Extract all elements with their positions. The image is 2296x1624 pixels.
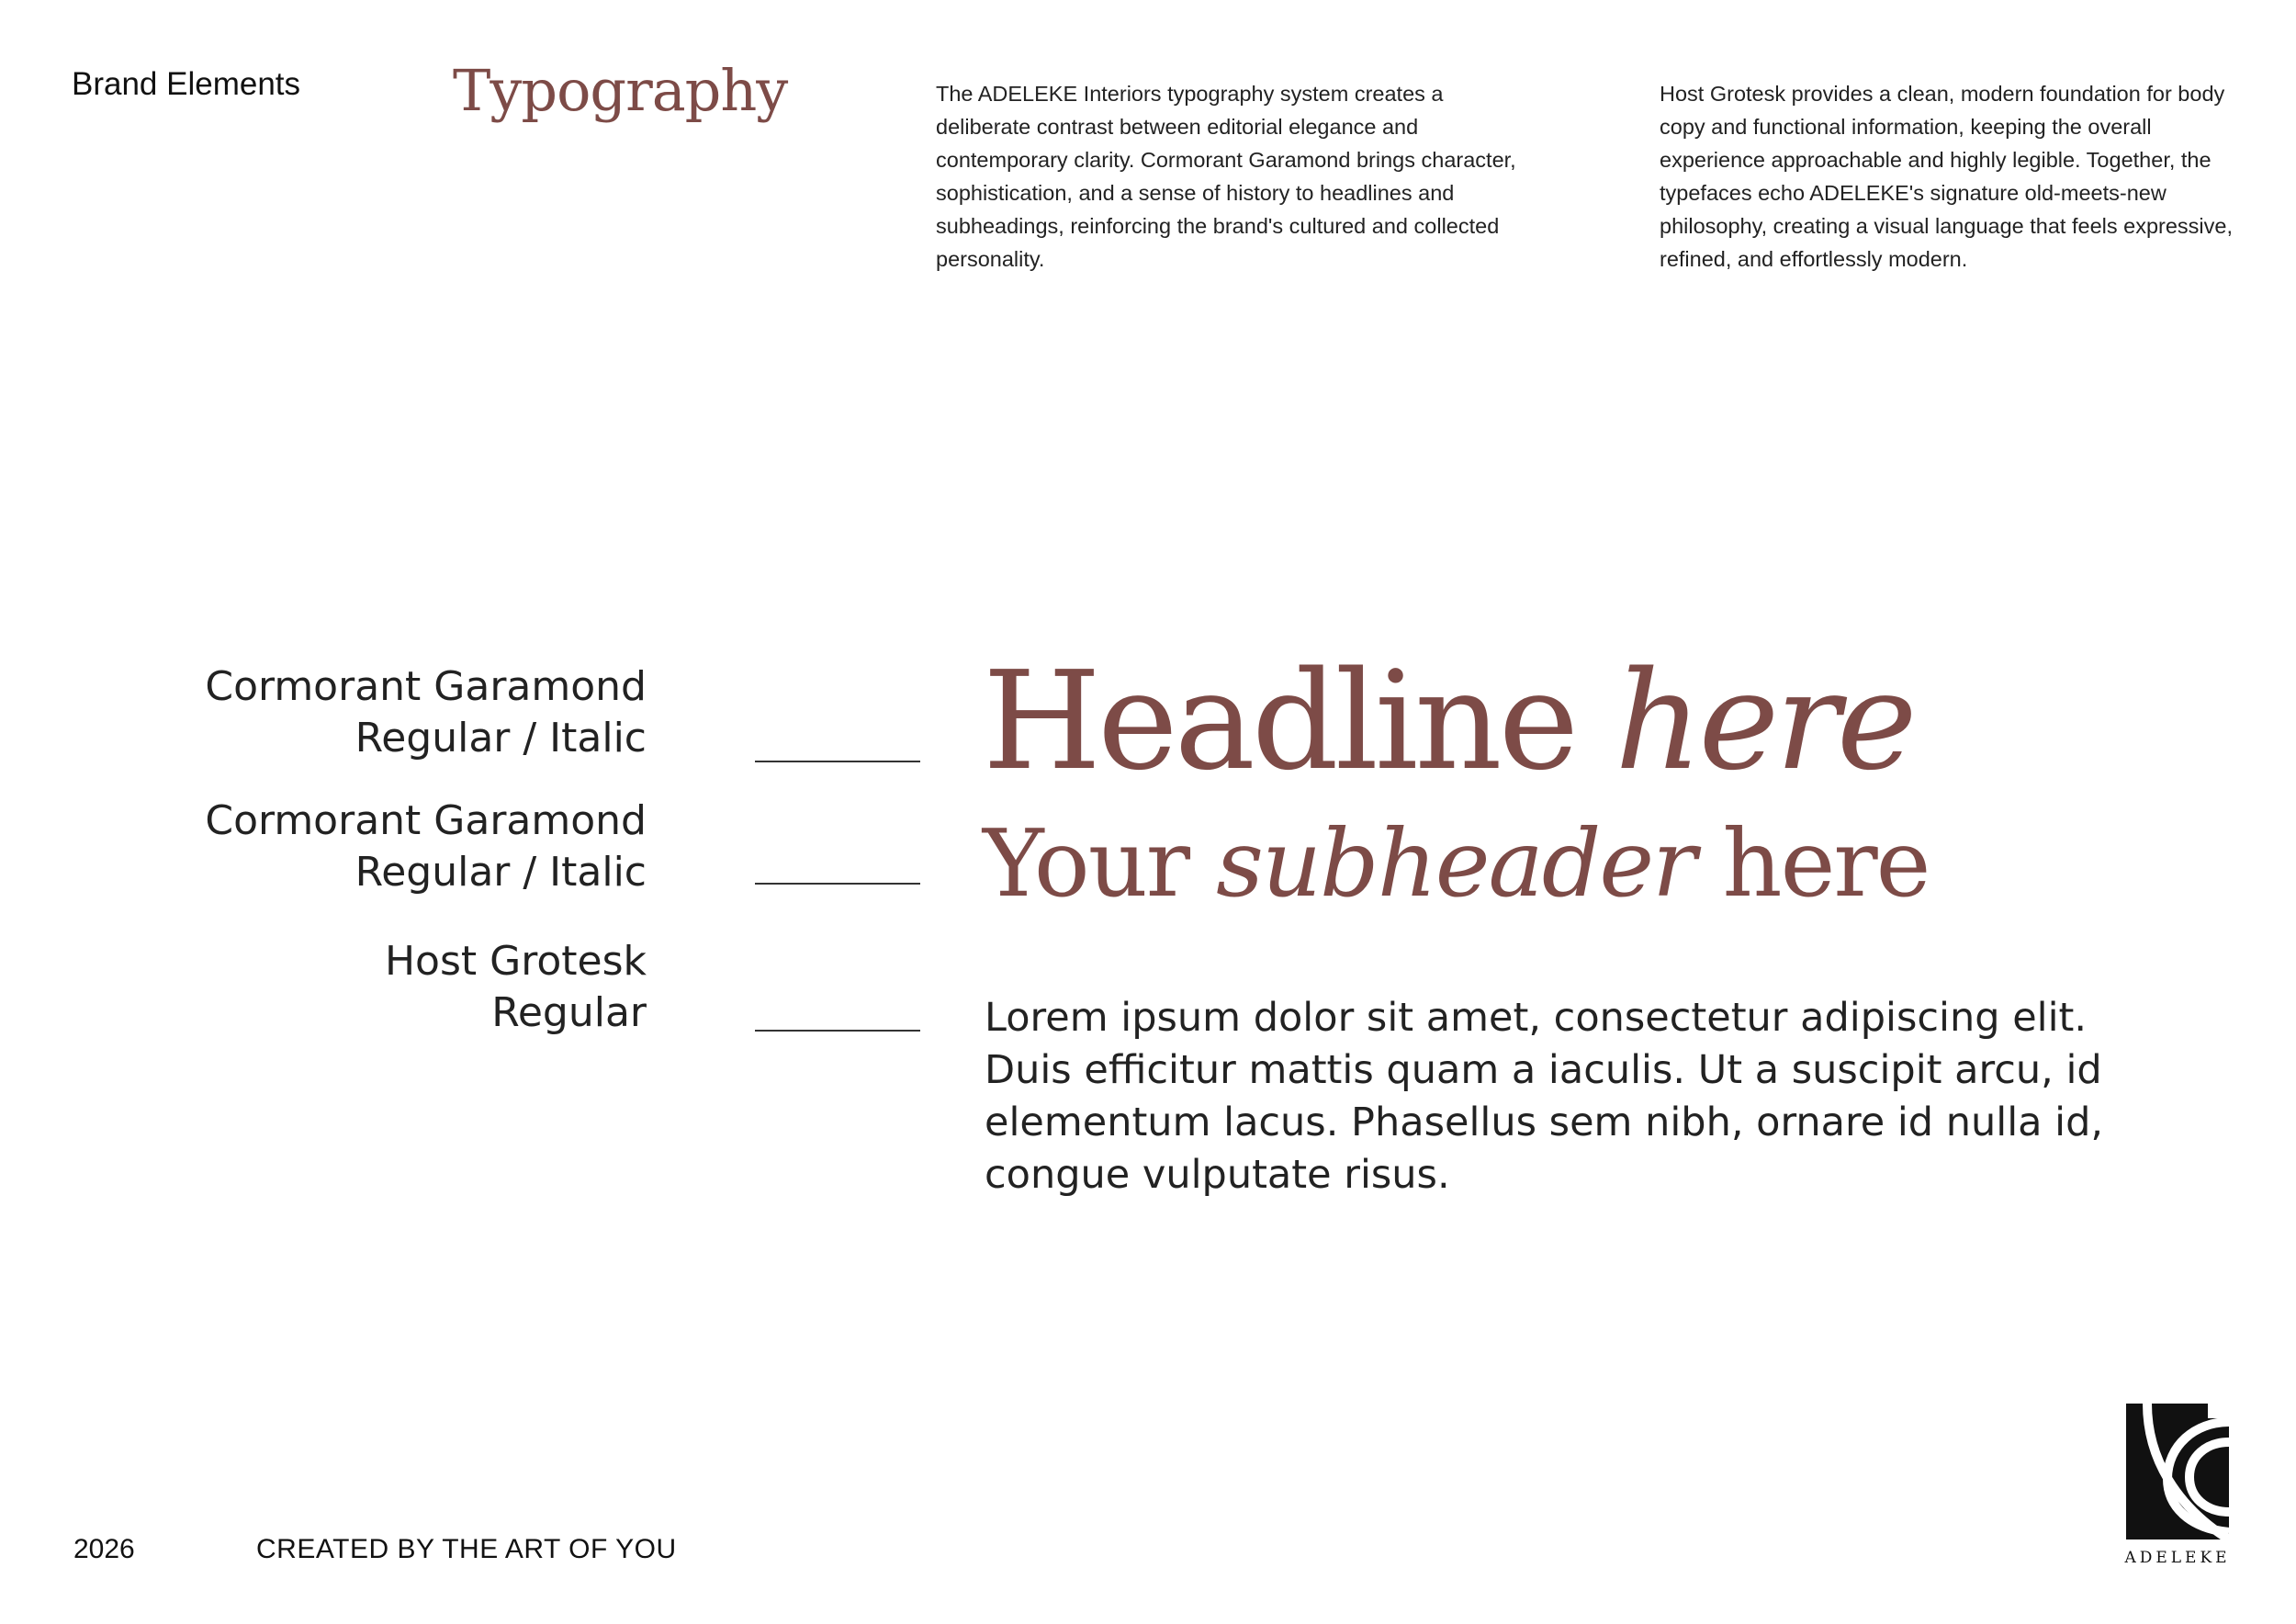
subheader-sample [983, 808, 1929, 919]
headline-sample [983, 643, 1914, 799]
page-title: Typography [453, 57, 788, 124]
subheader-regular-2: here [1722, 809, 1930, 918]
font-spec-weight: Regular / Italic [355, 715, 647, 761]
connector-line-body [755, 1030, 920, 1032]
adeleke-logo-icon [2122, 1404, 2234, 1543]
font-spec-weight: Regular [491, 989, 647, 1036]
headline-italic: here [1615, 642, 1914, 800]
font-spec-name: Host Grotesk [384, 938, 647, 985]
intro-text-right: Host Grotesk provides a clean, modern foundation for body copy and functional information, keeping the overall experience approachable and highly legible. Together, the typefaces echo ADELEKE's signature old-meets-new philosophy, creating a visual language that feels expressive, refined, and effortlessly modern. [1660, 82, 2234, 271]
headline-regular: Headline [983, 642, 1576, 800]
subheader-regular-1: Your [983, 809, 1189, 918]
font-spec-name: Cormorant Garamond [205, 797, 647, 844]
intro-paragraph-left [936, 77, 1524, 276]
font-spec-name: Cormorant Garamond [205, 663, 647, 710]
body-sample-text: Lorem ipsum dolor sit amet, consectetur adipiscing elit. Duis efficitur mattis quam a iaculis. Ut a suscipit arcu, id elementum lacus. Phasellus sem nibh, ornare id nulla id, congue vulputate risus. [985, 995, 2104, 1198]
font-spec-body [385, 936, 647, 1039]
font-spec-weight: Regular / Italic [355, 849, 647, 896]
font-spec-headline [205, 661, 647, 764]
section-label: Brand Elements [72, 66, 301, 102]
brand-logo [2122, 1404, 2234, 1567]
connector-line-subheader [755, 883, 920, 885]
subheader-italic: subheader [1216, 809, 1695, 918]
font-spec-subheader [205, 795, 647, 898]
logo-wordmark: ADELEKE [2124, 1549, 2231, 1567]
intro-paragraph-right [1660, 77, 2247, 276]
footer-year: 2026 [73, 1534, 135, 1564]
footer-credit: CREATED BY THE ART OF YOU [256, 1534, 677, 1564]
connector-line-headline [755, 761, 920, 762]
intro-text-left: The ADELEKE Interiors typography system creates a deliberate contrast between editorial elegance and contemporary clarity. Cormorant Garamond brings character, sophistication, and a sense of history to headlines and subheadings, reinforcing the brand's cultured and collected personality. [936, 82, 1516, 271]
body-sample [985, 992, 2114, 1201]
